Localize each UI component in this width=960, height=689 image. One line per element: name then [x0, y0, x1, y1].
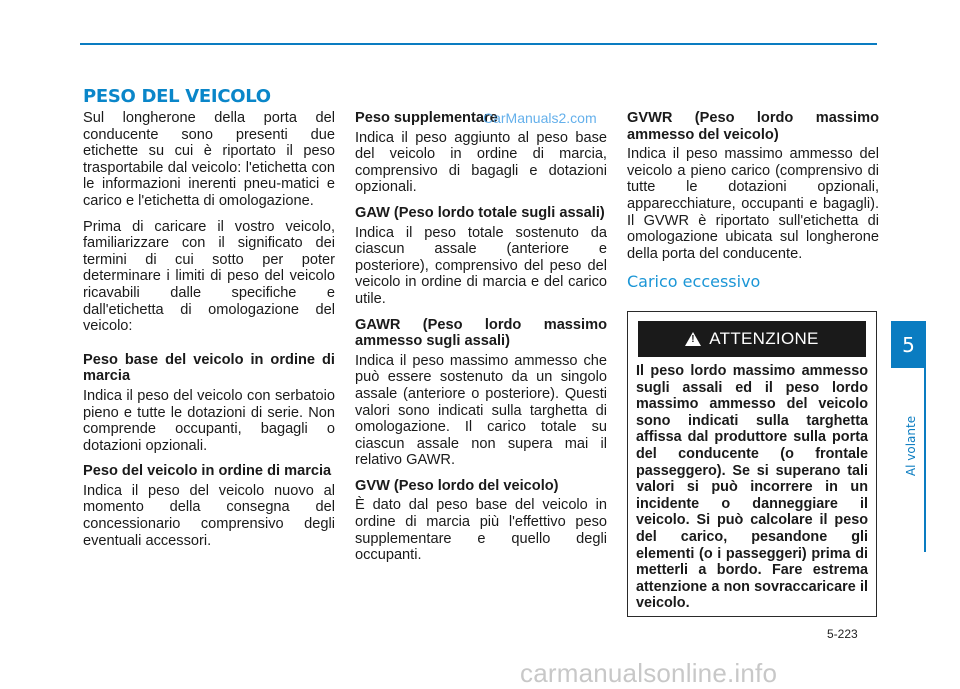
- heading-base-weight: Peso base del veicolo in ordine di marcia: [83, 351, 335, 385]
- heading-gaw: GAW (Peso lordo totale sugli assali): [355, 204, 605, 221]
- watermark-logo: CarManuals2.com: [483, 110, 597, 126]
- footer-watermark: carmanualsonline.info: [520, 658, 778, 688]
- instruction-paragraph: Prima di caricare il vostro veicolo, familiarizzare con il significato dei termini di cui sotto per poter determinare i limiti di peso del veicolo ricavabili dalle specifiche e dall'etichetta di omologazione del veicolo:: [83, 218, 335, 335]
- section-title: PESO DEL VEICOLO: [83, 86, 271, 107]
- heading-gvw: GVW (Peso lordo del veicolo): [355, 477, 559, 494]
- warning-header: [638, 321, 866, 357]
- heading-gvwr: GVWR (Peso lordo massimo ammesso del veicolo): [627, 110, 879, 143]
- heading-extra-weight: Peso supplementare: [355, 110, 498, 126]
- chapter-label: Al volante: [904, 415, 918, 477]
- warning-triangle-icon: [685, 332, 701, 346]
- paragraph-extra-weight: Indica il peso aggiunto al peso base del veicolo in ordine di marcia, comprensivo di bagagli e dotazioni opzionali.: [355, 129, 607, 196]
- intro-paragraph: Sul longherone della porta del conducente sono presenti due etichette su cui è riportato il peso trasportabile dal veicolo: l'etichetta con le informazioni inerenti pneu-matici e carico e l'etichetta di omologazione.: [83, 110, 335, 209]
- paragraph-base-weight: Indica il peso del veicolo con serbatoio pieno e tutte le dotazioni di serie. Non comprende occupanti, bagagli o dotazioni opzionali.: [83, 387, 335, 454]
- column-2: [355, 110, 607, 573]
- top-rule: [80, 43, 877, 45]
- warning-box: [627, 311, 877, 617]
- paragraph-running-weight: Indica il peso del veicolo nuovo al momento della consegna del concessionario comprensivo degli eventuali accessori.: [83, 482, 335, 549]
- page-number: 5-223: [827, 627, 858, 641]
- paragraph-gaw: Indica il peso totale sostenuto da ciascun assale (anteriore e posteriore), comprensivo del peso del veicolo in ordine di marcia e del carico utile.: [355, 224, 607, 307]
- subheading-overload: Carico eccessivo: [627, 272, 761, 292]
- paragraph-gvw: È dato dal peso base del veicolo in ordine di marcia più l'effettivo peso supplementare e quello degli occupanti.: [355, 497, 607, 564]
- heading-gawr: GAWR (Peso lordo massimo ammesso sugli assali): [355, 316, 607, 350]
- paragraph-gvwr: Indica il peso massimo ammesso del veicolo a pieno carico (comprensivo di tutte le dotazioni opzionali, apparecchiature, occupanti e bagagli). Il GVWR è riportato sull'etichetta di omologazione ubicata sul longherone della porta del conducente.: [627, 146, 879, 262]
- warning-text: Il peso lordo massimo ammesso sugli assali ed il peso lordo massimo ammesso del veicolo sono indicati sulla targhetta affissa dal produttore sulla porta del conducente (o frontale passeggero). Se si superano tali valori si può incorrere in un incidente o danneggiare il veicolo. Si può calcolare il peso del carico, pesandone gli elementi (o i passeggeri) prima di metterli a bordo. Fare estrema attenzione a non sovraccaricare il veicolo.: [636, 363, 868, 612]
- paragraph-gawr: Indica il peso massimo ammesso che può essere sostenuto da un singolo assale (anteriore o posteriore). Questi valori sono indicati sulla targhetta di omologazione. Il carico totale su ciascun assale non supera mai il relativo GAWR.: [355, 352, 607, 469]
- column-3: [627, 110, 879, 291]
- heading-running-weight: Peso del veicolo in ordine di marcia: [83, 463, 332, 480]
- warning-title: ATTENZIONE: [709, 329, 819, 348]
- chapter-tab: 5: [891, 321, 926, 368]
- column-1: [83, 110, 335, 558]
- chapter-rule: [924, 368, 926, 552]
